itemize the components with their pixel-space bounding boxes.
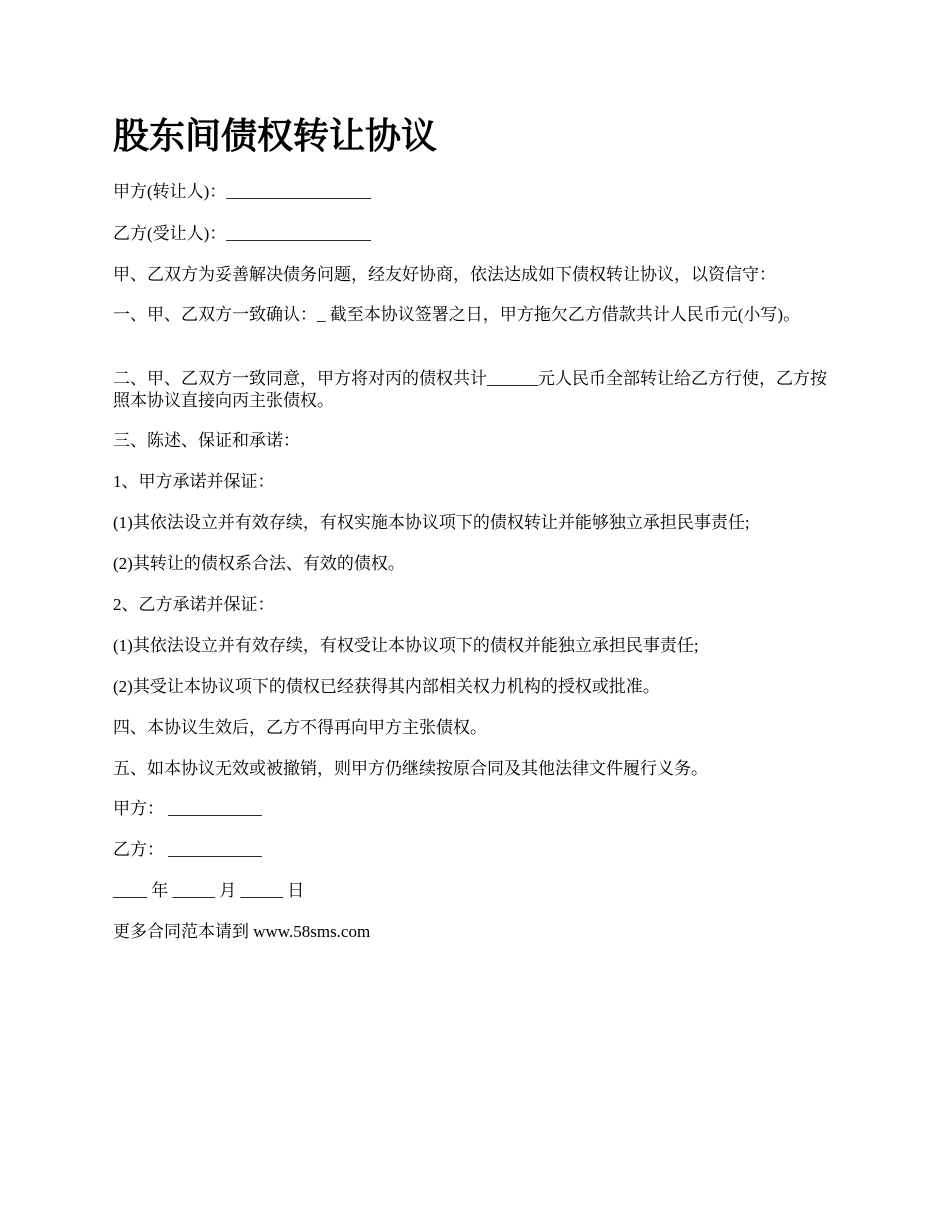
footer-note: 更多合同范本请到 www.58sms.com [113, 922, 371, 941]
party-b-line: 乙方(受让人)：_________________ [113, 224, 371, 243]
clause-3-heading: 三、陈述、保证和承诺： [113, 431, 300, 450]
clause-4: 四、本协议生效后，乙方不得再向甲方主张债权。 [113, 718, 487, 737]
intro-paragraph: 甲、乙双方为妥善解决债务问题，经友好协商，依法达成如下债权转让协议，以资信守： [113, 265, 776, 284]
signature-party-a: 甲方： ___________ [113, 799, 262, 818]
clause-1: 一、甲、乙双方一致确认：_ 截至本协议签署之日，甲方拖欠乙方借款共计人民币元(小写)。 [113, 305, 801, 324]
signature-party-b: 乙方： ___________ [113, 840, 262, 859]
document-title: 股东间债权转让协议 [113, 116, 438, 156]
clause-3-1-heading: 1、甲方承诺并保证： [113, 472, 275, 491]
clause-2: 二、甲、乙双方一致同意，甲方将对丙的债权共计______元人民币全部转让给乙方行使，乙方按照本协议直接向丙主张债权。 [113, 369, 827, 410]
clause-5: 五、如本协议无效或被撤销，则甲方仍继续按原合同及其他法律文件履行义务。 [113, 759, 708, 778]
party-a-line: 甲方(转让人)：_________________ [113, 182, 371, 201]
clause-3-2-heading: 2、乙方承诺并保证： [113, 595, 275, 614]
clause-3-2-item-2: (2)其受让本协议项下的债权已经获得其内部相关权力机构的授权或批准。 [113, 677, 660, 696]
clause-3-1-item-1: (1)其依法设立并有效存续，有权实施本协议项下的债权转让并能够独立承担民事责任; [113, 513, 750, 532]
clause-3-2-item-1: (1)其依法设立并有效存续，有权受让本协议项下的债权并能独立承担民事责任; [113, 636, 699, 655]
date-line: ____ 年 _____ 月 _____ 日 [113, 881, 305, 900]
clause-3-1-item-2: (2)其转让的债权系合法、有效的债权。 [113, 554, 405, 573]
